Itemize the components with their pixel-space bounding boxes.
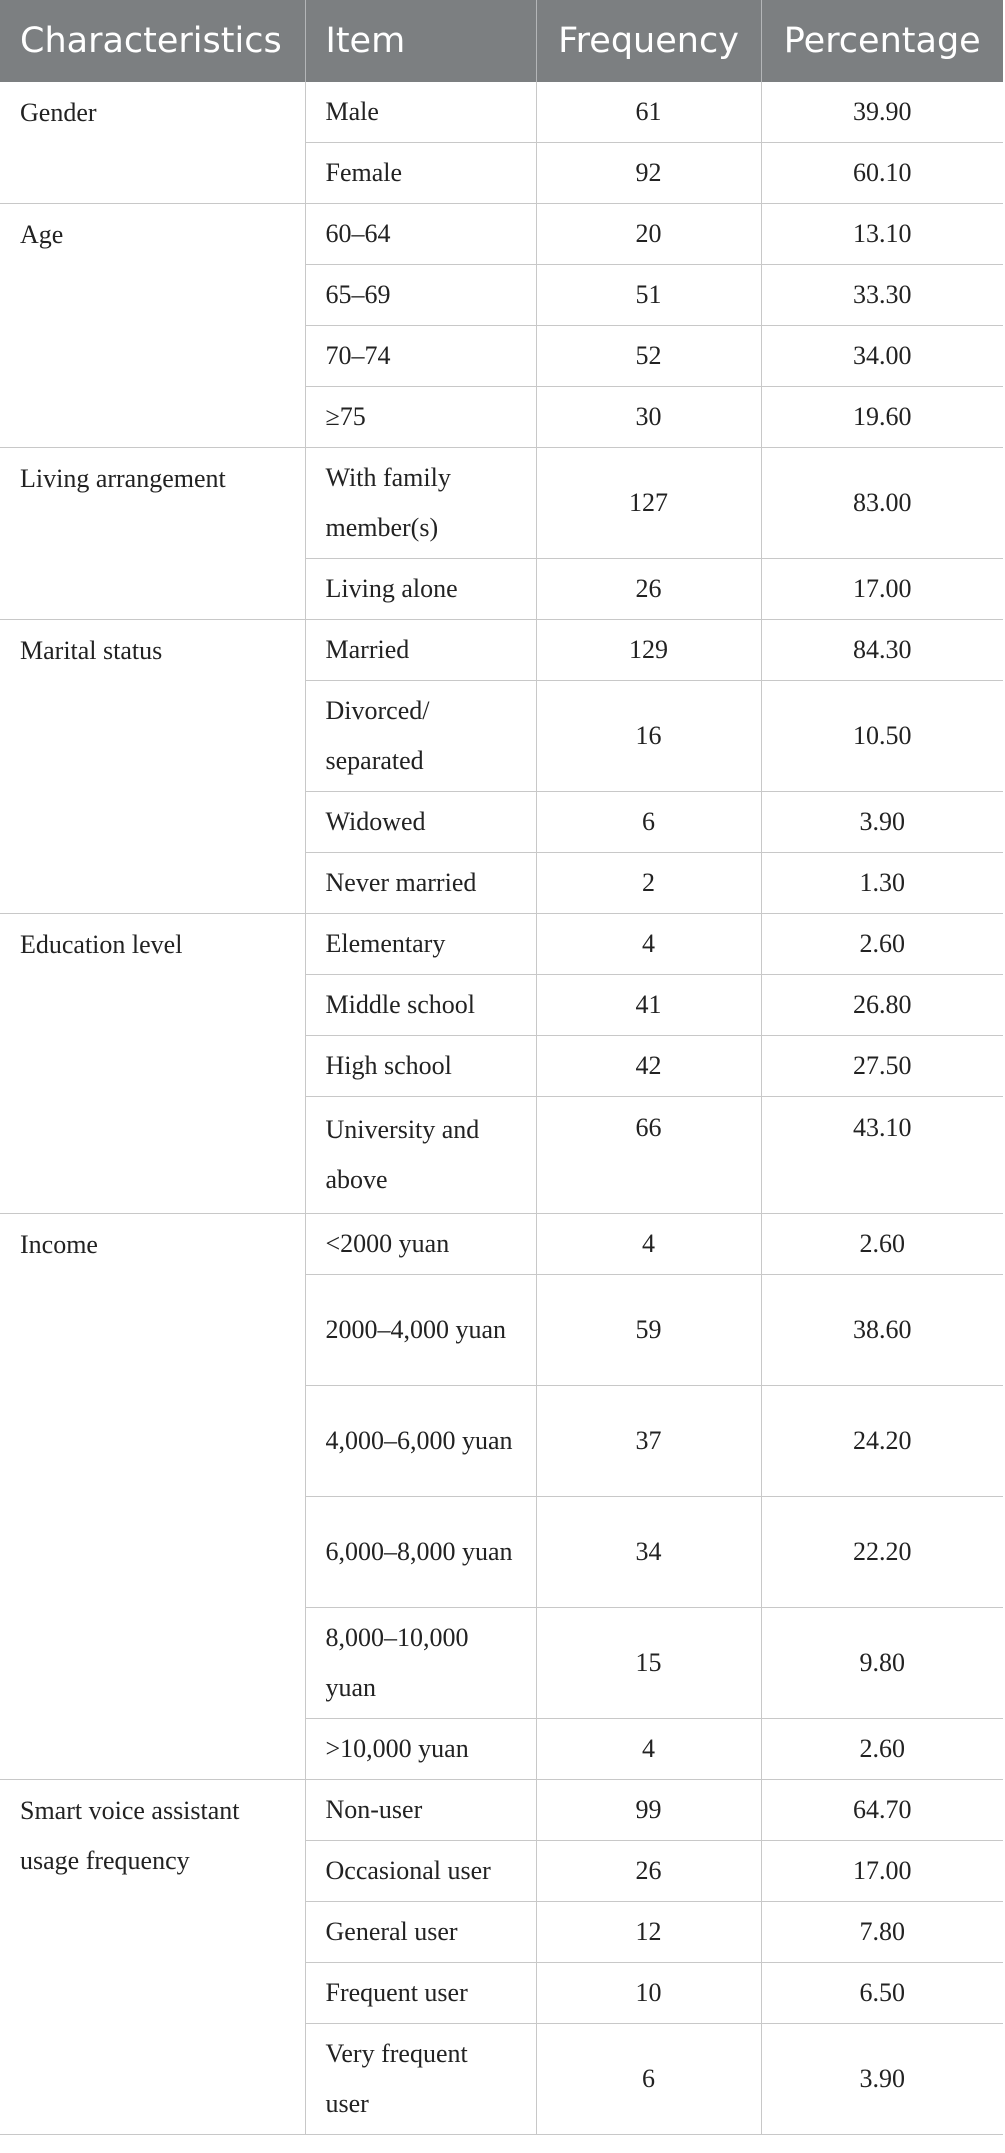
characteristic-cell: Education level (0, 914, 305, 1214)
item-cell: 4,000–6,000 yuan (305, 1386, 536, 1497)
item-cell: University and above (305, 1097, 536, 1214)
item-cell: Living alone (305, 559, 536, 620)
header-characteristics: Characteristics (0, 0, 305, 82)
frequency-cell: 51 (536, 265, 761, 326)
percentage-cell: 83.00 (761, 448, 1003, 559)
percentage-cell: 9.80 (761, 1608, 1003, 1719)
frequency-cell: 26 (536, 559, 761, 620)
item-cell: Divorced/ separated (305, 681, 536, 792)
item-cell: <2000 yuan (305, 1214, 536, 1275)
item-cell: Frequent user (305, 1963, 536, 2024)
frequency-cell: 129 (536, 620, 761, 681)
table-row (0, 204, 1003, 265)
percentage-cell: 17.00 (761, 1841, 1003, 1902)
percentage-cell: 2.60 (761, 1214, 1003, 1275)
frequency-cell: 16 (536, 681, 761, 792)
header-item: Item (305, 0, 536, 82)
item-cell: Married (305, 620, 536, 681)
percentage-cell: 39.90 (761, 82, 1003, 143)
percentage-cell: 33.30 (761, 265, 1003, 326)
frequency-cell: 6 (536, 2024, 761, 2135)
item-cell: 8,000–10,000 yuan (305, 1608, 536, 1719)
percentage-cell: 19.60 (761, 387, 1003, 448)
item-cell: 70–74 (305, 326, 536, 387)
item-cell: Very frequent user (305, 2024, 536, 2135)
header-percentage: Percentage (761, 0, 1003, 82)
item-cell: 2000–4,000 yuan (305, 1275, 536, 1386)
table-row (0, 620, 1003, 681)
item-cell: Female (305, 143, 536, 204)
percentage-cell: 2.60 (761, 914, 1003, 975)
characteristic-cell: Smart voice assistant usage frequency (0, 1780, 305, 2135)
percentage-cell: 34.00 (761, 326, 1003, 387)
percentage-cell: 60.10 (761, 143, 1003, 204)
percentage-cell: 2.60 (761, 1719, 1003, 1780)
frequency-cell: 4 (536, 1719, 761, 1780)
percentage-cell: 84.30 (761, 620, 1003, 681)
percentage-cell: 24.20 (761, 1386, 1003, 1497)
percentage-cell: 22.20 (761, 1497, 1003, 1608)
frequency-cell: 15 (536, 1608, 761, 1719)
header-frequency: Frequency (536, 0, 761, 82)
item-cell: ≥75 (305, 387, 536, 448)
percentage-cell: 7.80 (761, 1902, 1003, 1963)
table-row (0, 82, 1003, 143)
frequency-cell: 127 (536, 448, 761, 559)
frequency-cell: 12 (536, 1902, 761, 1963)
item-cell: Occasional user (305, 1841, 536, 1902)
frequency-cell: 59 (536, 1275, 761, 1386)
frequency-cell: 66 (536, 1097, 761, 1214)
percentage-cell: 1.30 (761, 853, 1003, 914)
characteristic-cell: Marital status (0, 620, 305, 914)
frequency-cell: 6 (536, 792, 761, 853)
frequency-cell: 4 (536, 914, 761, 975)
header-row (0, 0, 1003, 82)
frequency-cell: 92 (536, 143, 761, 204)
item-cell: Widowed (305, 792, 536, 853)
table-row (0, 914, 1003, 975)
percentage-cell: 10.50 (761, 681, 1003, 792)
percentage-cell: 3.90 (761, 2024, 1003, 2135)
frequency-cell: 2 (536, 853, 761, 914)
characteristic-cell: Gender (0, 82, 305, 204)
frequency-cell: 20 (536, 204, 761, 265)
frequency-cell: 4 (536, 1214, 761, 1275)
item-cell: 6,000–8,000 yuan (305, 1497, 536, 1608)
item-cell: General user (305, 1902, 536, 1963)
percentage-cell: 26.80 (761, 975, 1003, 1036)
frequency-cell: 99 (536, 1780, 761, 1841)
frequency-cell: 26 (536, 1841, 761, 1902)
item-cell: 65–69 (305, 265, 536, 326)
item-cell: Never married (305, 853, 536, 914)
item-cell: Non-user (305, 1780, 536, 1841)
percentage-cell: 64.70 (761, 1780, 1003, 1841)
table-body (0, 82, 1003, 2135)
frequency-cell: 34 (536, 1497, 761, 1608)
item-cell: High school (305, 1036, 536, 1097)
characteristic-cell: Age (0, 204, 305, 448)
percentage-cell: 6.50 (761, 1963, 1003, 2024)
frequency-cell: 30 (536, 387, 761, 448)
frequency-cell: 41 (536, 975, 761, 1036)
percentage-cell: 38.60 (761, 1275, 1003, 1386)
table-header (0, 0, 1003, 82)
item-cell: With family member(s) (305, 448, 536, 559)
table-row (0, 1780, 1003, 1841)
frequency-cell: 61 (536, 82, 761, 143)
frequency-cell: 42 (536, 1036, 761, 1097)
item-cell: Middle school (305, 975, 536, 1036)
item-cell: 60–64 (305, 204, 536, 265)
percentage-cell: 17.00 (761, 559, 1003, 620)
item-cell: >10,000 yuan (305, 1719, 536, 1780)
characteristic-cell: Living arrangement (0, 448, 305, 620)
percentage-cell: 13.10 (761, 204, 1003, 265)
percentage-cell: 27.50 (761, 1036, 1003, 1097)
percentage-cell: 3.90 (761, 792, 1003, 853)
characteristic-cell: Income (0, 1214, 305, 1780)
frequency-cell: 52 (536, 326, 761, 387)
item-cell: Male (305, 82, 536, 143)
frequency-cell: 10 (536, 1963, 761, 2024)
percentage-cell: 43.10 (761, 1097, 1003, 1214)
item-cell: Elementary (305, 914, 536, 975)
table-row (0, 1214, 1003, 1275)
frequency-cell: 37 (536, 1386, 761, 1497)
table-row (0, 448, 1003, 559)
